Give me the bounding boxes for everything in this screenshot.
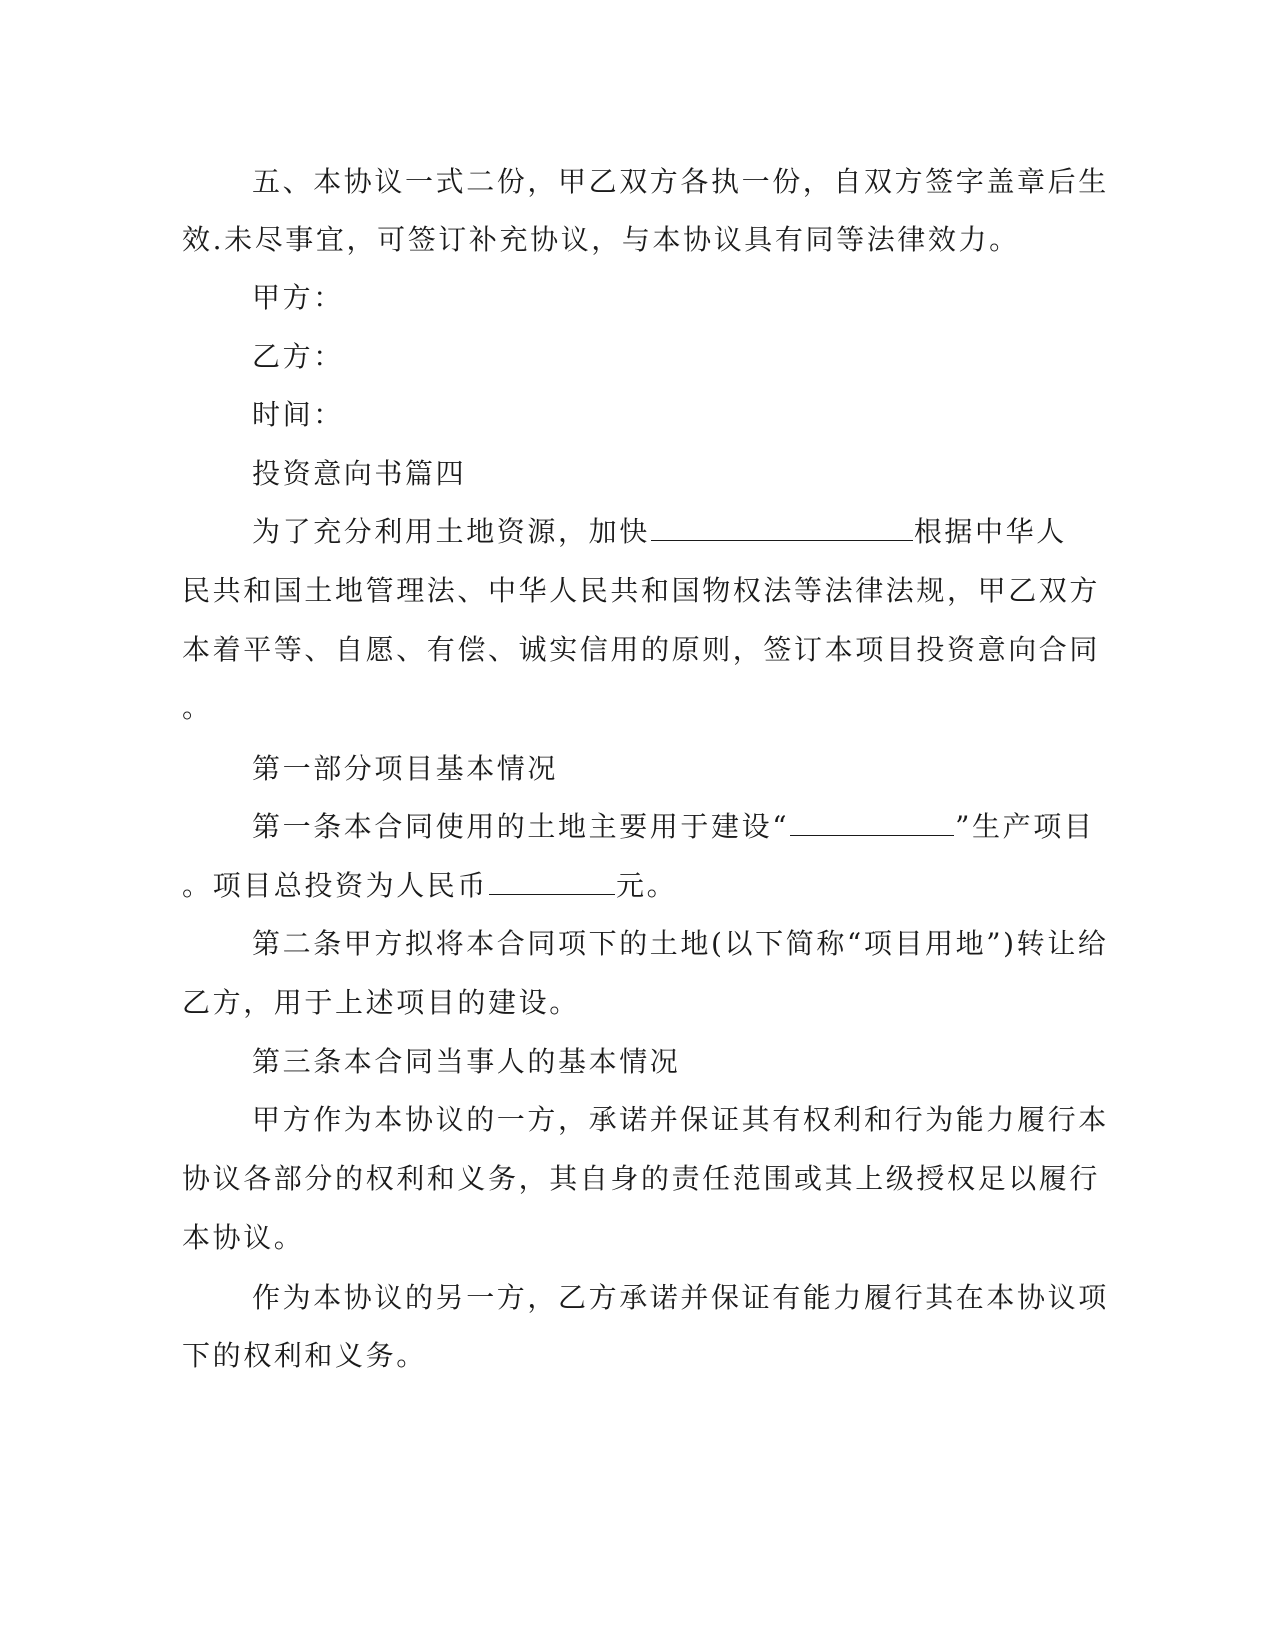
article-one-text-c: 。项目总投资为人民币 bbox=[182, 869, 489, 902]
intro-line-1-text-a: 为了充分利用土地资源，加快 bbox=[252, 515, 650, 548]
party-a-statement-line-1: 甲方作为本协议的一方，承诺并保证其有权利和行为能力履行本 bbox=[252, 1103, 1109, 1136]
part-one-heading: 第一部分项目基本情况 bbox=[252, 752, 559, 785]
section-title: 投资意向书篇四 bbox=[252, 457, 467, 490]
intro-line-1 bbox=[252, 514, 1067, 550]
party-b-signature-label: 乙方： bbox=[252, 340, 344, 373]
article-three-heading: 第三条本合同当事人的基本情况 bbox=[252, 1045, 681, 1078]
article-one-text-b: ”生产项目 bbox=[955, 810, 1095, 843]
party-a-statement-line-3: 本协议。 bbox=[182, 1221, 305, 1254]
article-two-line-1: 第二条甲方拟将本合同项下的土地(以下简称“项目用地”)转让给 bbox=[252, 927, 1109, 960]
article-one-line-1 bbox=[252, 809, 1094, 845]
party-b-statement-line-1: 作为本协议的另一方，乙方承诺并保证有能力履行其在本协议项 bbox=[252, 1281, 1109, 1314]
article-one-line-2 bbox=[182, 868, 677, 904]
party-a-statement-line-2: 协议各部分的权利和义务，其自身的责任范围或其上级授权足以履行 bbox=[182, 1162, 1101, 1195]
blank-field-project bbox=[651, 514, 913, 541]
blank-field-investment-amount bbox=[489, 868, 615, 895]
article-two-line-2: 乙方，用于上述项目的建设。 bbox=[182, 986, 580, 1019]
blank-field-project-name bbox=[790, 809, 954, 836]
party-b-statement-line-2: 下的权利和义务。 bbox=[182, 1339, 427, 1372]
article-one-text-d: 元。 bbox=[616, 869, 678, 902]
intro-line-2: 民共和国土地管理法、中华人民共和国物权法等法律法规，甲乙双方 bbox=[182, 574, 1101, 607]
intro-line-1-text-b: 根据中华人 bbox=[913, 515, 1067, 548]
intro-line-4: 。 bbox=[182, 691, 213, 724]
clause-five-line-2: 效.未尽事宜，可签订补充协议，与本协议具有同等法律效力。 bbox=[182, 223, 1020, 256]
time-label: 时间： bbox=[252, 398, 344, 431]
intro-line-3: 本着平等、自愿、有偿、诚实信用的原则，签订本项目投资意向合同 bbox=[182, 633, 1101, 666]
article-one-text-a: 第一条本合同使用的土地主要用于建设“ bbox=[252, 810, 790, 843]
party-a-signature-label: 甲方： bbox=[252, 281, 344, 314]
clause-five-line-1: 五、本协议一式二份，甲乙双方各执一份，自双方签字盖章后生 bbox=[252, 165, 1109, 198]
